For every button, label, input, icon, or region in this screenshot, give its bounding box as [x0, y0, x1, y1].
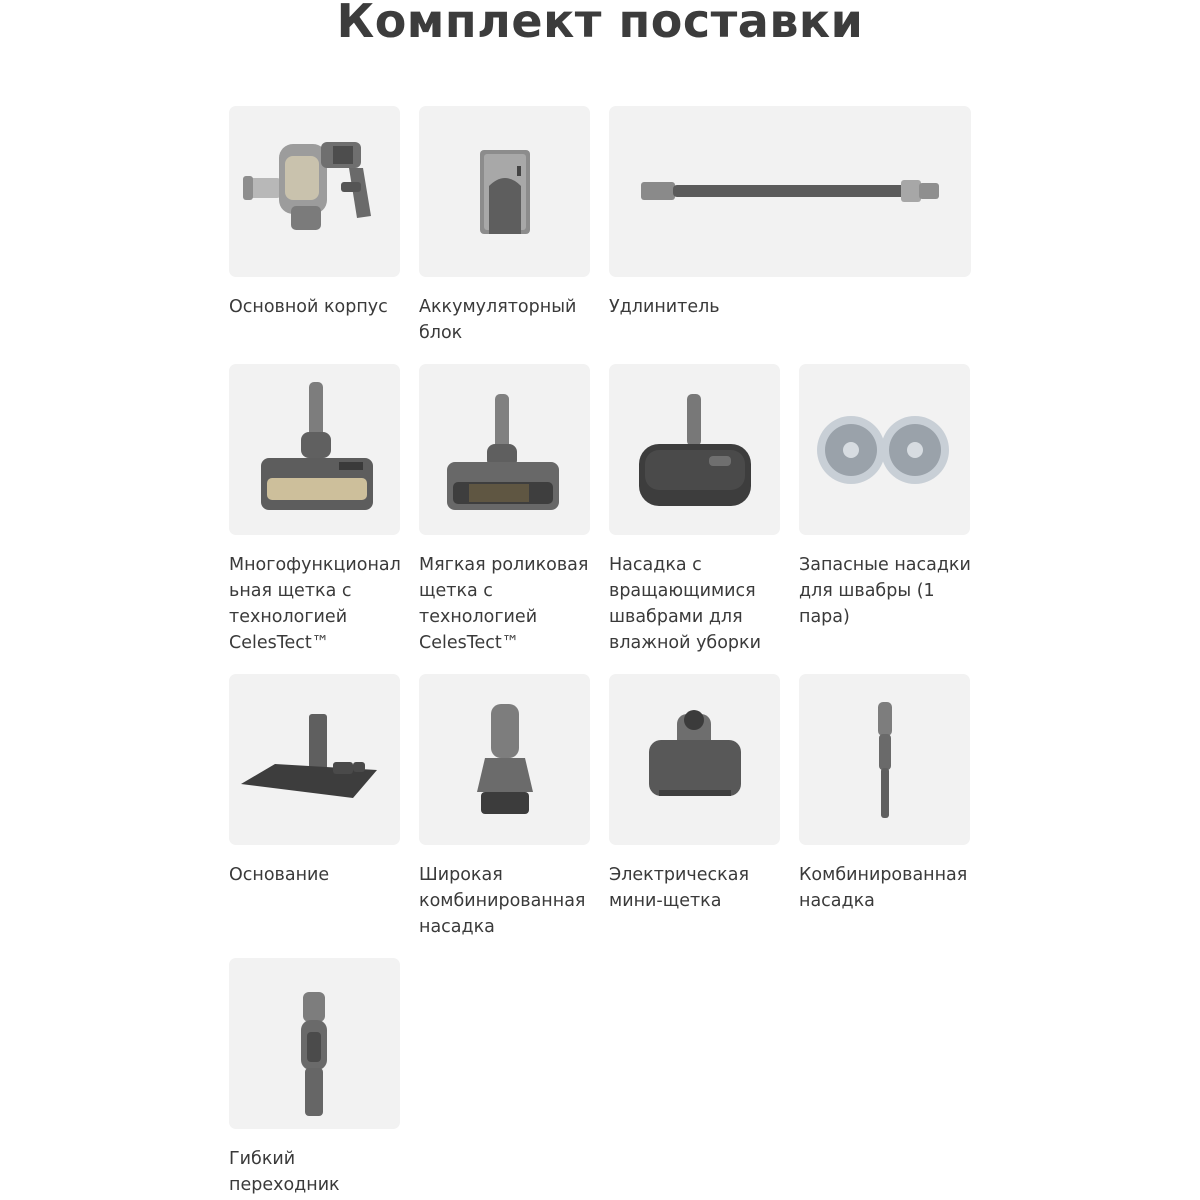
item-soft-roller-brush — [419, 364, 599, 656]
item-label: Удлинитель — [609, 297, 720, 317]
item-extension-tube — [609, 106, 971, 320]
item-label: Гибкий переходник — [229, 1149, 340, 1195]
item-label: Основание — [229, 865, 330, 885]
page-title: Комплект поставки — [336, 0, 864, 48]
item-main-body — [229, 106, 409, 320]
wide-combo-nozzle-icon — [419, 674, 590, 845]
multifunction-brush-icon — [229, 364, 400, 535]
item-wide-combo-nozzle — [419, 674, 599, 940]
extension-tube-icon — [609, 106, 971, 277]
item-rotating-mop-head — [609, 364, 789, 656]
item-label: Мягкая роликовая щетка с технологией CelesTect™ — [419, 555, 589, 653]
flexible-adapter-icon — [229, 958, 400, 1129]
item-electric-mini-brush — [609, 674, 789, 914]
item-label: Аккумуляторный блок — [419, 297, 577, 343]
item-label: Основной корпус — [229, 297, 388, 317]
battery-pack-icon — [419, 106, 590, 277]
item-combo-nozzle — [799, 674, 979, 914]
item-label: Комбинированная насадка — [799, 865, 968, 911]
combo-nozzle-icon — [799, 674, 970, 845]
item-label: Электрическая мини-щетка — [609, 865, 749, 911]
docking-base-icon — [229, 674, 400, 845]
item-label: Широкая комбинированная насадка — [419, 865, 586, 937]
rotating-mop-head-icon — [609, 364, 780, 535]
spare-mop-pads-icon — [799, 364, 970, 535]
electric-mini-brush-icon — [609, 674, 780, 845]
item-flexible-adapter — [229, 958, 409, 1198]
item-multifunction-brush — [229, 364, 409, 656]
item-battery — [419, 106, 599, 346]
item-label: Многофункциональная щетка с технологией CelesTect™ — [229, 555, 401, 653]
item-label: Насадка с вращающимися швабрами для влажной уборки — [609, 555, 761, 653]
vacuum-body-icon — [229, 106, 400, 277]
soft-roller-brush-icon — [419, 364, 590, 535]
item-spare-mop-pads — [799, 364, 979, 630]
item-docking-base — [229, 674, 409, 888]
item-label: Запасные насадки для швабры (1 пара) — [799, 555, 971, 627]
